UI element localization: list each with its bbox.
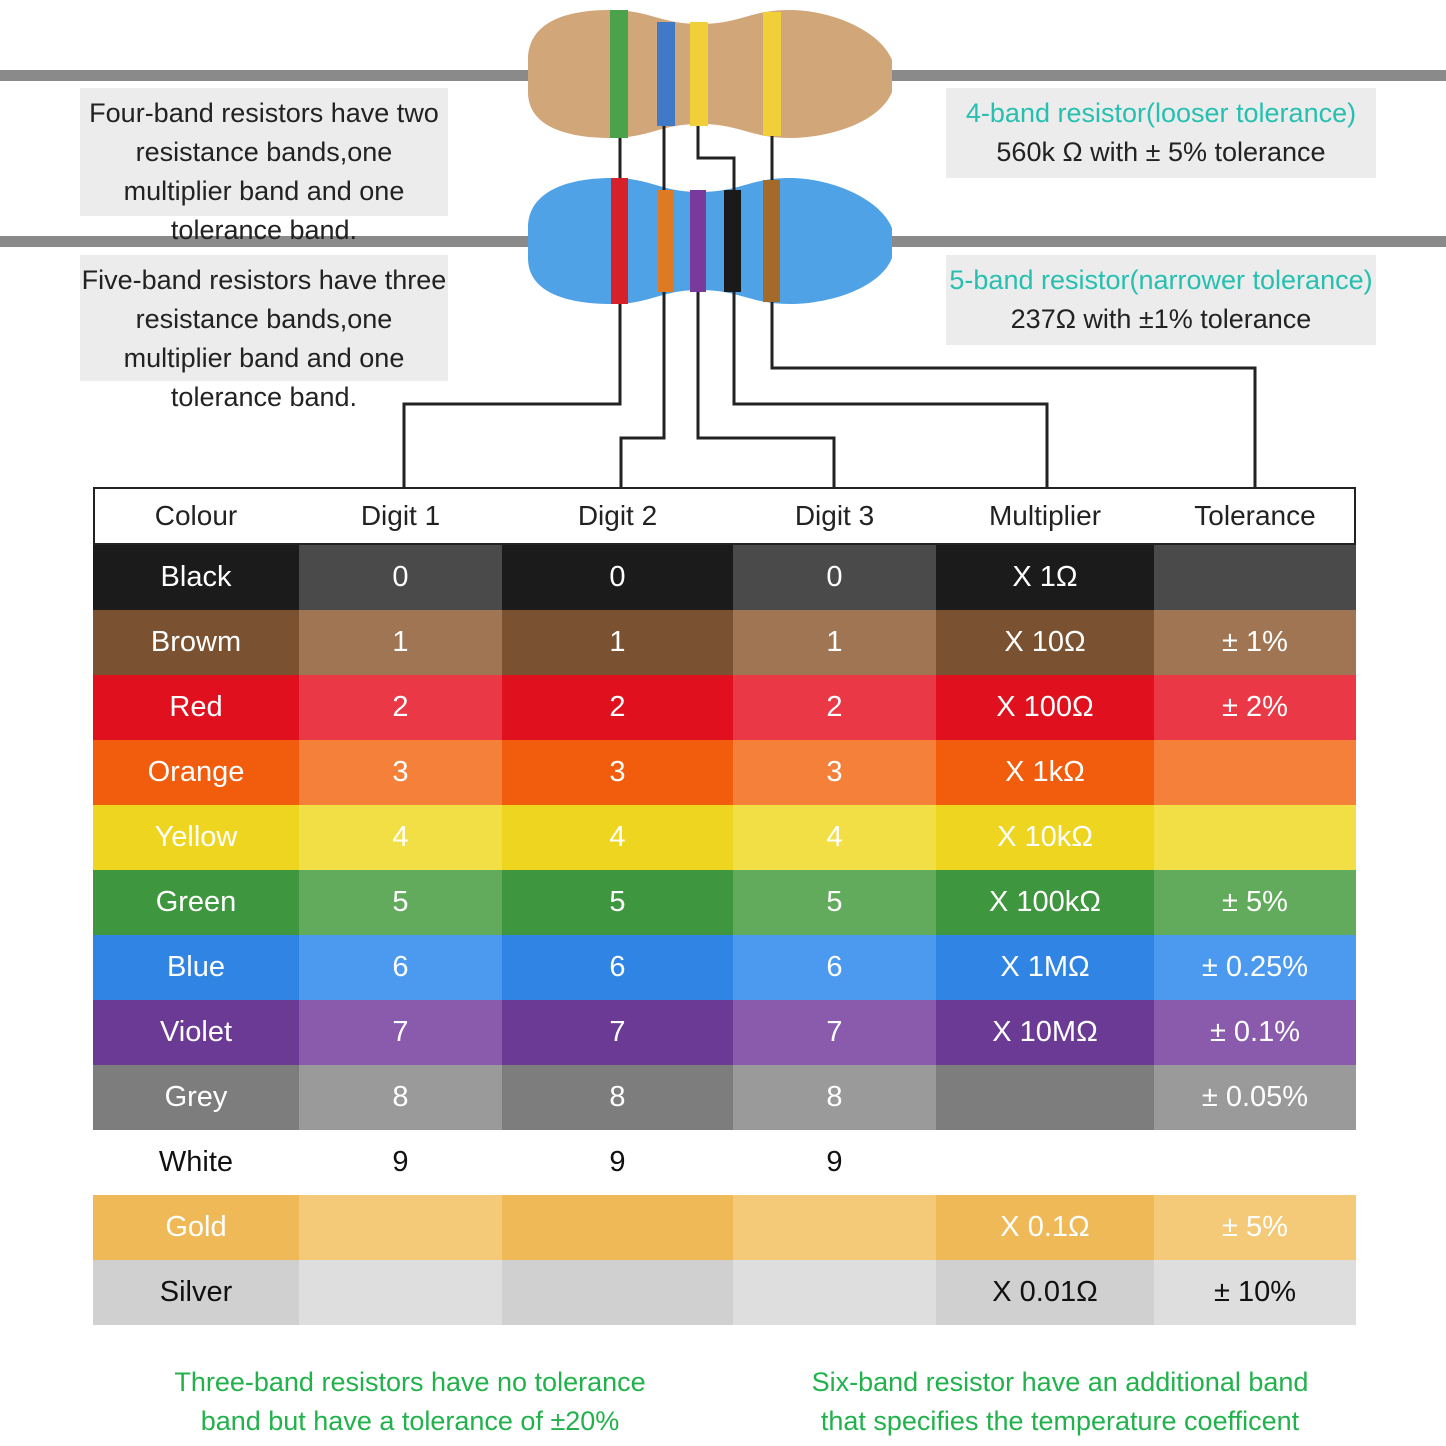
table-row-black (93, 545, 1356, 610)
table-row-red (93, 675, 1356, 740)
gold-colour-cell: Gold (93, 1195, 299, 1260)
orange-digit-2-cell: 3 (502, 740, 733, 805)
red-digit-3-cell: 2 (733, 675, 936, 740)
header-colour: Colour (93, 487, 299, 545)
header-digit-1: Digit 1 (299, 487, 502, 545)
violet-colour-cell: Violet (93, 1000, 299, 1065)
table-row-white (93, 1130, 1356, 1195)
five-band-band-1 (611, 178, 628, 304)
five-band-band-4 (724, 190, 741, 292)
white-colour-cell: White (93, 1130, 299, 1195)
five-band-resistor-body (528, 178, 892, 304)
table-body (93, 545, 1356, 1325)
silver-multiplier-cell: X 0.01Ω (936, 1260, 1154, 1325)
four-band-resistor-body (528, 10, 892, 138)
table-header-row (93, 487, 1356, 545)
orange-multiplier-cell: X 1kΩ (936, 740, 1154, 805)
table-row-brown (93, 610, 1356, 675)
black-multiplier-cell: X 1Ω (936, 545, 1154, 610)
gold-tolerance-cell: ± 5% (1154, 1195, 1356, 1260)
table-row-violet (93, 1000, 1356, 1065)
four-band-band-4 (763, 12, 781, 136)
table-row-blue (93, 935, 1356, 1000)
brown-tolerance-cell: ± 1% (1154, 610, 1356, 675)
grey-colour-cell: Grey (93, 1065, 299, 1130)
grey-digit-2-cell: 8 (502, 1065, 733, 1130)
yellow-digit-2-cell: 4 (502, 805, 733, 870)
brown-digit-1-cell: 1 (299, 610, 502, 675)
table-row-orange (93, 740, 1356, 805)
green-digit-1-cell: 5 (299, 870, 502, 935)
white-digit-2-cell: 9 (502, 1130, 733, 1195)
violet-multiplier-cell: X 10MΩ (936, 1000, 1154, 1065)
four-band-example-title: 4-band resistor(looser tolerance) (965, 98, 1357, 128)
brown-digit-2-cell: 1 (502, 610, 733, 675)
grey-multiplier-cell (936, 1065, 1154, 1130)
gold-digit-1-cell (299, 1195, 502, 1260)
blue-colour-cell: Blue (93, 935, 299, 1000)
green-digit-3-cell: 5 (733, 870, 936, 935)
five-band-band-5 (763, 180, 780, 302)
blue-digit-1-cell: 6 (299, 935, 502, 1000)
four-band-example (946, 88, 1376, 178)
black-digit-1-cell: 0 (299, 545, 502, 610)
violet-digit-3-cell: 7 (733, 1000, 936, 1065)
black-tolerance-cell (1154, 545, 1356, 610)
yellow-multiplier-cell: X 10kΩ (936, 805, 1154, 870)
header-tolerance: Tolerance (1154, 487, 1356, 545)
table-row-gold (93, 1195, 1356, 1260)
orange-tolerance-cell (1154, 740, 1356, 805)
blue-tolerance-cell: ± 0.25% (1154, 935, 1356, 1000)
white-tolerance-cell (1154, 1130, 1356, 1195)
violet-tolerance-cell: ± 0.1% (1154, 1000, 1356, 1065)
four-band-band-1 (610, 10, 628, 138)
black-digit-3-cell: 0 (733, 545, 936, 610)
five-band-band-3 (690, 190, 706, 292)
white-digit-3-cell: 9 (733, 1130, 936, 1195)
header-digit-3: Digit 3 (733, 487, 936, 545)
grey-digit-1-cell: 8 (299, 1065, 502, 1130)
red-digit-2-cell: 2 (502, 675, 733, 740)
red-digit-1-cell: 2 (299, 675, 502, 740)
six-band-note: Six-band resistor have an additional band that specifies the temperature coefficent (811, 1367, 1309, 1436)
yellow-colour-cell: Yellow (93, 805, 299, 870)
four-band-example-value: 560k Ω with ± 5% tolerance (996, 137, 1326, 167)
yellow-tolerance-cell (1154, 805, 1356, 870)
color-code-table (93, 487, 1356, 1325)
black-colour-cell: Black (93, 545, 299, 610)
table-row-yellow (93, 805, 1356, 870)
five-band-description: Five-band resistors have three resistance bands,one multiplier band and one tolerance band. (80, 255, 448, 381)
four-band-description: Four-band resistors have two resistance bands,one multiplier band and one tolerance band. (80, 88, 448, 216)
white-multiplier-cell (936, 1130, 1154, 1195)
grey-tolerance-cell: ± 0.05% (1154, 1065, 1356, 1130)
five-band-example (946, 255, 1376, 345)
brown-digit-3-cell: 1 (733, 610, 936, 675)
yellow-digit-3-cell: 4 (733, 805, 936, 870)
green-digit-2-cell: 5 (502, 870, 733, 935)
connector-four-band-3 (698, 126, 734, 190)
brown-multiplier-cell: X 10Ω (936, 610, 1154, 675)
five-band-example-title: 5-band resistor(narrower tolerance) (949, 265, 1373, 295)
connector-digit-2 (621, 292, 664, 487)
table-row-green (93, 870, 1356, 935)
header-multiplier: Multiplier (936, 487, 1154, 545)
four-band-band-2 (657, 22, 675, 126)
gold-digit-2-cell (502, 1195, 733, 1260)
five-band-example-value: 237Ω with ±1% tolerance (1010, 304, 1312, 334)
connector-digit-3 (698, 292, 834, 487)
black-digit-2-cell: 0 (502, 545, 733, 610)
orange-digit-1-cell: 3 (299, 740, 502, 805)
blue-multiplier-cell: X 1MΩ (936, 935, 1154, 1000)
green-multiplier-cell: X 100kΩ (936, 870, 1154, 935)
silver-digit-1-cell (299, 1260, 502, 1325)
table-row-grey (93, 1065, 1356, 1130)
yellow-digit-1-cell: 4 (299, 805, 502, 870)
three-band-note: Three-band resistors have no tolerance band but have a tolerance of ±20% (174, 1367, 646, 1436)
red-multiplier-cell: X 100Ω (936, 675, 1154, 740)
lead-wire-bottom-right (880, 236, 1446, 247)
brown-colour-cell: Browm (93, 610, 299, 675)
header-digit-2: Digit 2 (502, 487, 733, 545)
green-colour-cell: Green (93, 870, 299, 935)
green-tolerance-cell: ± 5% (1154, 870, 1356, 935)
orange-digit-3-cell: 3 (733, 740, 936, 805)
lead-wire-top-left (0, 70, 540, 81)
lead-wire-top-right (880, 70, 1446, 81)
gold-digit-3-cell (733, 1195, 936, 1260)
five-band-band-2 (658, 190, 674, 292)
violet-digit-2-cell: 7 (502, 1000, 733, 1065)
orange-colour-cell: Orange (93, 740, 299, 805)
red-tolerance-cell: ± 2% (1154, 675, 1356, 740)
grey-digit-3-cell: 8 (733, 1065, 936, 1130)
table-row-silver (93, 1260, 1356, 1325)
blue-digit-2-cell: 6 (502, 935, 733, 1000)
silver-colour-cell: Silver (93, 1260, 299, 1325)
red-colour-cell: Red (93, 675, 299, 740)
silver-digit-3-cell (733, 1260, 936, 1325)
blue-digit-3-cell: 6 (733, 935, 936, 1000)
white-digit-1-cell: 9 (299, 1130, 502, 1195)
silver-digit-2-cell (502, 1260, 733, 1325)
silver-tolerance-cell: ± 10% (1154, 1260, 1356, 1325)
four-band-band-3 (690, 22, 708, 126)
gold-multiplier-cell: X 0.1Ω (936, 1195, 1154, 1260)
violet-digit-1-cell: 7 (299, 1000, 502, 1065)
